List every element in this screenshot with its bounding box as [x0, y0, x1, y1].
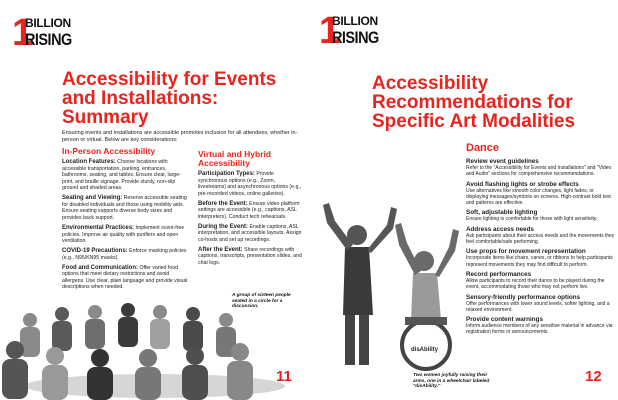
- in-person-column: [62, 147, 192, 294]
- column-heading: In-Person Accessibility: [62, 146, 156, 156]
- item-label: Use props for movement representation: [466, 248, 586, 256]
- page-title: Accessibility for Events and Installations: Summary: [62, 69, 277, 128]
- list-item: [198, 171, 303, 197]
- list-item: [466, 181, 616, 207]
- section-title: Dance: [466, 142, 500, 154]
- item-text: Offer varied food options that meet dietary restrictions and avoid allergens. Use clear, plain language and provide visual descriptions when needed.: [62, 264, 188, 291]
- item-label: Environmental Practices:: [62, 224, 135, 231]
- list-item: [62, 265, 192, 291]
- dance-guidelines: [466, 158, 616, 339]
- list-item: [466, 316, 616, 336]
- intro-text: Ensuring events and installations are accessible promotes inclusion for all attendees, whether in-person or virtual. Below are key considerations:: [62, 130, 298, 143]
- item-label: Address access needs: [466, 225, 534, 233]
- svg-text:disAbility: disAbility: [411, 347, 439, 353]
- page-12: [309, 0, 618, 400]
- list-item: [466, 248, 616, 268]
- item-label: Record performances: [466, 270, 532, 278]
- photo-caption: Two women joyfully raising their arms, one in a wheelchair labeled "disAbility.": [413, 373, 490, 390]
- dancers-photo: [309, 195, 469, 375]
- page-number: 12: [585, 368, 602, 385]
- logo-billion: BILLION: [332, 14, 378, 28]
- item-text: Provide synchronous options (e.g., Zoom, livestreams) and asynchronous options (e.g., pre-recorded videos, online galleries).: [198, 171, 302, 197]
- photo-caption: A group of sixteen people seated in a circle for a discussion.: [232, 293, 291, 310]
- item-label: Location Features:: [62, 159, 116, 165]
- column-heading: Virtual and Hybrid Accessibility: [198, 149, 272, 168]
- item-text: Implement scent-free policies. Improve air quality with purifiers and open ventilation.: [62, 224, 185, 245]
- list-item: [198, 201, 303, 221]
- item-text: Inform audience members of any sensitive material in advance via registration forms or announcements.: [466, 323, 613, 336]
- item-label: During the Event:: [198, 223, 249, 230]
- item-label: Review event guidelines: [466, 158, 539, 165]
- list-item: [62, 225, 192, 245]
- item-label: Provide content warnings: [466, 316, 543, 324]
- item-text: Ask participants about their access needs and the movements they feel comfortable/safe performing.: [466, 232, 615, 246]
- logo-rising: RISING: [332, 28, 379, 47]
- item-label: COVID-19 Precautions:: [62, 248, 128, 255]
- item-text: Refer to the "Accessibility for Events and Installations" and "Video and Audio" sections for comprehensive recommendations.: [466, 165, 612, 178]
- item-text: Choose locations with accessible transportation, parking, entrances, bathrooms, seating, and tables. Ensure clear, large-print, and braille signage. Provide sturdy, non-slip ground and shaded areas.: [62, 159, 181, 192]
- item-label: Participation Types:: [198, 171, 255, 177]
- list-item: [62, 195, 192, 221]
- item-label: After the Event:: [198, 246, 243, 253]
- list-item: [466, 226, 616, 246]
- list-item: [466, 294, 616, 314]
- list-item: [198, 224, 303, 244]
- list-item: [466, 209, 616, 222]
- list-item: [466, 158, 616, 178]
- item-text: Use alternatives like smooth color changes, light fades, or displaying messages/symbols on screens. High-contrast bold text and patterns are effective.: [466, 187, 611, 207]
- item-text: Enforce masking policies (e.g., N95/KN95 masks).: [62, 248, 187, 261]
- item-label: Food and Communication:: [62, 264, 138, 271]
- list-item: [62, 248, 192, 261]
- item-label: Seating and Viewing:: [62, 195, 123, 202]
- logo-billion: BILLION: [25, 16, 71, 30]
- logo-one: 1: [319, 10, 341, 52]
- logo-one: 1: [12, 12, 34, 54]
- page-number: 11: [276, 368, 292, 385]
- item-text: Allow participants to record their dance to be played during the event, accommodating those who may not perform live.: [466, 277, 605, 291]
- item-text: Enable captions, ASL interpretation, and accessible layouts. Assign co-hosts and set up recordings.: [198, 223, 302, 243]
- item-text: Incorporate items like chairs, canes, or ribbons to help participants represent movements they may find difficult to perform.: [466, 255, 613, 268]
- item-text: Ensure video platform settings are accessible (e.g., captions, ASL interpreters). Conduct tech rehearsals.: [198, 200, 300, 220]
- page-title: Accessibility Recommendations for Specific Art Modalities: [372, 73, 576, 132]
- list-item: [62, 159, 192, 192]
- one-billion-rising-logo: [319, 12, 379, 52]
- logo-rising: RISING: [25, 30, 72, 49]
- list-item: [466, 271, 616, 291]
- item-label: Avoid flashing lights or strobe effects: [466, 180, 579, 188]
- item-text: Reserve accessible seating for disabled individuals and those using mobility aids. Ensure seating supports diverse body sizes and provides back support.: [62, 195, 187, 222]
- item-label: Before the Event:: [198, 200, 248, 207]
- virtual-column: [198, 150, 303, 270]
- list-item: [198, 247, 303, 267]
- one-billion-rising-logo: [12, 14, 72, 54]
- item-text: Share recordings with captions, transcripts, presentation slides, and chat logs.: [198, 246, 302, 267]
- item-label: Soft, adjustable lighting: [466, 209, 538, 217]
- item-label: Sensory-friendly performance options: [466, 293, 581, 301]
- item-text: Ensure lighting is comfortable for those with light sensitivity.: [466, 216, 598, 223]
- item-text: Offer performances with lower sound levels, softer lighting, and a relaxed environment.: [466, 300, 610, 313]
